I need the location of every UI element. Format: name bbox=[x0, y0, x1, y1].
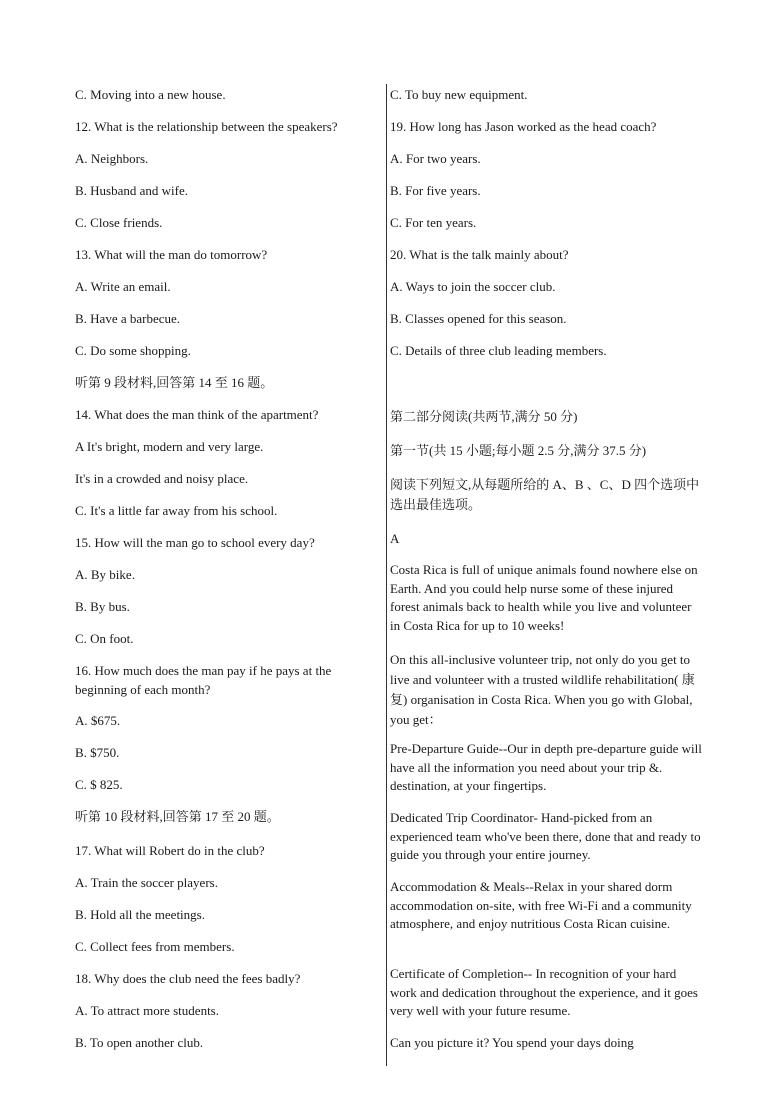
passage-paragraph-5: Accommodation & Meals--Relax in your shared dorm accommodation on-site, with free Wi-Fi and a community atmosphere, and enjoy nutritious Costa Rican cuisine. bbox=[390, 879, 692, 932]
option-20a: A. Ways to join the soccer club. bbox=[390, 279, 556, 294]
option-15c: C. On foot. bbox=[75, 631, 134, 646]
passage-label: A bbox=[390, 531, 400, 546]
section-instruction-9: 听第 9 段材料,回答第 14 至 16 题。 bbox=[75, 375, 274, 390]
passage-paragraph-3: Pre-Departure Guide--Our in depth pre-departure guide will have all the information you need about your trip &. destination, at your fingertips. bbox=[390, 741, 702, 794]
option-15a: A. By bike. bbox=[75, 567, 135, 582]
section-instruction-10: 听第 10 段材料,回答第 17 至 20 题。 bbox=[75, 809, 280, 824]
passage-paragraph-7: Can you picture it? You spend your days doing bbox=[390, 1035, 634, 1050]
question-13: 13. What will the man do tomorrow? bbox=[75, 247, 268, 262]
option-18a: A. To attract more students. bbox=[75, 1003, 219, 1018]
option-13b: B. Have a barbecue. bbox=[75, 311, 181, 326]
option-16c: C. $ 825. bbox=[75, 777, 123, 792]
part-two-heading: 第二部分阅读(共两节,满分 50 分) bbox=[390, 409, 578, 424]
option-20b: B. Classes opened for this season. bbox=[390, 311, 567, 326]
option-15b: B. By bus. bbox=[75, 599, 130, 614]
question-16: 16. How much does the man pay if he pays at the beginning of each month? bbox=[75, 663, 332, 697]
option-12b: B. Husband and wife. bbox=[75, 183, 189, 198]
option-16a: A. $675. bbox=[75, 713, 121, 728]
option-12c: C. Close friends. bbox=[75, 215, 163, 230]
option-17b: B. Hold all the meetings. bbox=[75, 907, 205, 922]
passage-paragraph-1: Costa Rica is full of unique animals found nowhere else on Earth. And you could help nurse some of these injured forest animals back to health while you live and volunteer in Costa Rica for up to 10 weeks! bbox=[390, 562, 698, 633]
option-11c: C. Moving into a new house. bbox=[75, 87, 226, 102]
option-19c: C. For ten years. bbox=[390, 215, 477, 230]
option-17c: C. Collect fees from members. bbox=[75, 939, 235, 954]
option-14c: C. It's a little far away from his school. bbox=[75, 503, 278, 518]
section-one-heading: 第一节(共 15 小题;每小题 2.5 分,满分 37.5 分) bbox=[390, 443, 647, 458]
option-13c: C. Do some shopping. bbox=[75, 343, 191, 358]
question-14: 14. What does the man think of the apartment? bbox=[75, 407, 319, 422]
option-20c: C. Details of three club leading members. bbox=[390, 343, 607, 358]
option-13a: A. Write an email. bbox=[75, 279, 171, 294]
option-18c: C. To buy new equipment. bbox=[390, 87, 528, 102]
question-15: 15. How will the man go to school every day? bbox=[75, 535, 315, 550]
option-14a: A It's bright, modern and very large. bbox=[75, 439, 264, 454]
passage-paragraph-2: On this all-inclusive volunteer trip, not only do you get to live and volunteer with a trusted wildlife rehabilitation( 康复) organisation in Costa Rica. When you go with Global, you get： bbox=[390, 652, 695, 727]
reading-instruction: 阅读下列短文,从每题所给的 A、B 、C、D 四个选项中选出最佳选项。 bbox=[390, 477, 700, 512]
column-divider bbox=[386, 84, 387, 1066]
question-17: 17. What will Robert do in the club? bbox=[75, 843, 265, 858]
option-12a: A. Neighbors. bbox=[75, 151, 149, 166]
option-19a: A. For two years. bbox=[390, 151, 481, 166]
question-20: 20. What is the talk mainly about? bbox=[390, 247, 569, 262]
question-12: 12. What is the relationship between the speakers? bbox=[75, 119, 338, 134]
option-17a: A. Train the soccer players. bbox=[75, 875, 218, 890]
passage-paragraph-4: Dedicated Trip Coordinator- Hand-picked from an experienced team who've been there, done that and ready to guide you through your entire journey. bbox=[390, 810, 701, 863]
passage-paragraph-6: Certificate of Completion-- In recognition of your hard work and dedication throughout the experience, and it goes very well with your future resume. bbox=[390, 966, 698, 1019]
option-16b: B. $750. bbox=[75, 745, 120, 760]
option-14b: It's in a crowded and noisy place. bbox=[75, 471, 249, 486]
option-19b: B. For five years. bbox=[390, 183, 481, 198]
question-19: 19. How long has Jason worked as the head coach? bbox=[390, 119, 657, 134]
option-18b: B. To open another club. bbox=[75, 1035, 204, 1050]
question-18: 18. Why does the club need the fees badly? bbox=[75, 971, 301, 986]
